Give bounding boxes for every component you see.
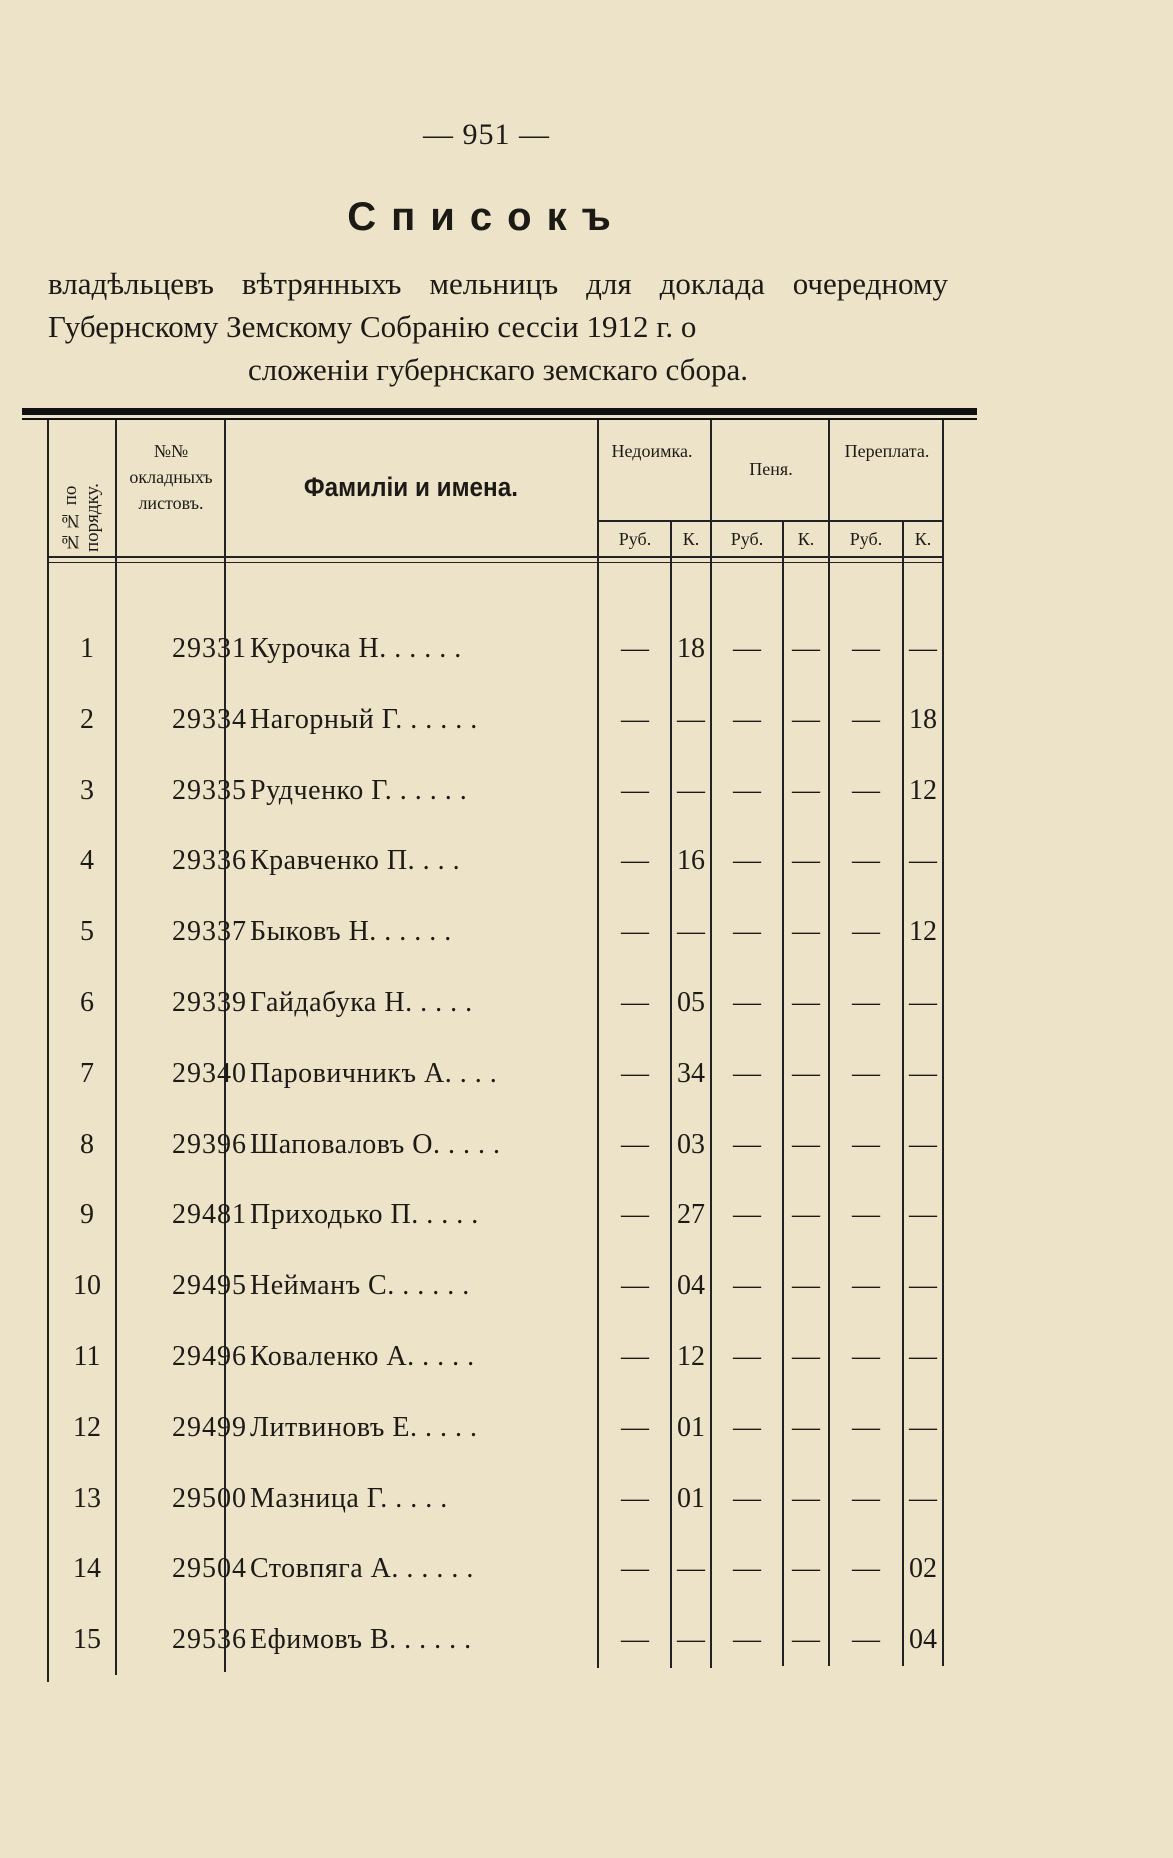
- cell-arr-r: —: [621, 1482, 649, 1514]
- cell-pen-r: —: [733, 1057, 761, 1089]
- cell-pen-r: —: [733, 1482, 761, 1514]
- cell-arr-k: 01: [677, 1482, 705, 1514]
- cell-n: 3: [80, 774, 94, 806]
- cell-n: 13: [73, 1482, 101, 1514]
- cell-ov-r: —: [852, 1624, 880, 1656]
- cell-arr-k: 27: [677, 1199, 705, 1231]
- cell-ov-r: —: [852, 1411, 880, 1443]
- table-row: [22, 1129, 977, 1199]
- cell-pen-k: —: [792, 916, 820, 948]
- cell-pen-r: —: [733, 774, 761, 806]
- cell-ov-k: 12: [909, 774, 937, 806]
- cell-n: 7: [80, 1057, 94, 1089]
- cell-n: 5: [80, 916, 94, 948]
- cell-pen-k: —: [792, 845, 820, 877]
- header-overpay-kop: К.: [914, 529, 932, 549]
- cell-n: 4: [80, 845, 94, 877]
- cell-pen-k: —: [792, 1341, 820, 1372]
- cell-ov-r: —: [852, 1199, 880, 1231]
- cell-pen-r: —: [733, 1624, 761, 1656]
- cell-n: 10: [73, 1270, 101, 1302]
- table-top-rule-thin: [22, 418, 977, 420]
- cell-pen-r: —: [733, 1553, 761, 1585]
- cell-sheet: 29496: [172, 1341, 247, 1372]
- cell-pen-r: —: [733, 1341, 761, 1372]
- table-row: [22, 1341, 977, 1411]
- cell-pen-k: —: [792, 1482, 820, 1514]
- header-penalty-kop: К.: [797, 529, 815, 549]
- cell-sheet: 29504: [172, 1553, 247, 1585]
- header-overpay: Переплата.: [844, 441, 930, 461]
- cell-arr-r: —: [621, 1128, 649, 1160]
- cell-name: Гайдабука Н. . . . .: [250, 987, 473, 1018]
- header-penalty-rub: Руб.: [730, 529, 764, 549]
- table-row: [22, 704, 977, 774]
- table-row: [22, 845, 977, 915]
- cell-arr-r: —: [621, 1411, 649, 1443]
- cell-name: Шаповаловъ О. . . . .: [250, 1128, 501, 1160]
- cell-ov-k: —: [909, 987, 937, 1018]
- subheader-line: [597, 520, 942, 522]
- cell-pen-k: —: [792, 633, 820, 664]
- header-arrears: Недоимка.: [611, 441, 693, 461]
- cell-sheet: 29396: [172, 1128, 247, 1160]
- cell-sheet: 29481: [172, 1199, 247, 1231]
- cell-sheet: 29495: [172, 1270, 247, 1302]
- cell-ov-r: —: [852, 703, 880, 735]
- cell-arr-r: —: [621, 1270, 649, 1302]
- cell-pen-r: —: [733, 987, 761, 1018]
- cell-sheet: 29340: [172, 1057, 247, 1089]
- table-row: [22, 1624, 977, 1694]
- cell-sheet: 29500: [172, 1482, 247, 1514]
- header-name: Фамиліи и имена.: [303, 472, 519, 502]
- cell-ov-r: —: [852, 1057, 880, 1089]
- cell-ov-k: —: [909, 1270, 937, 1302]
- cell-pen-k: —: [792, 987, 820, 1018]
- cell-arr-k: 12: [677, 1341, 705, 1372]
- cell-name: Мазница Г. . . . .: [250, 1482, 448, 1514]
- cell-arr-r: —: [621, 774, 649, 806]
- cell-ov-k: 12: [909, 916, 937, 948]
- cell-pen-k: —: [792, 1553, 820, 1585]
- page-number: — 951 —: [423, 118, 550, 151]
- cell-ov-r: —: [852, 1482, 880, 1514]
- subtitle-last-line: сложеніи губернскаго земскаго сбора.: [248, 352, 748, 387]
- cell-ov-k: —: [909, 1411, 937, 1443]
- cell-pen-k: —: [792, 1411, 820, 1443]
- cell-ov-k: —: [909, 845, 937, 877]
- cell-ov-r: —: [852, 1128, 880, 1160]
- cell-n: 2: [80, 703, 94, 735]
- header-sheets: №№ окладныхъ листовъ.: [129, 441, 213, 513]
- cell-name: Ефимовъ В. . . . . .: [250, 1624, 472, 1656]
- cell-name: Нейманъ С. . . . . .: [250, 1270, 470, 1302]
- cell-pen-k: —: [792, 1057, 820, 1089]
- table-row: [22, 1553, 977, 1623]
- table-row: [22, 633, 977, 703]
- header-penalty: Пеня.: [749, 459, 793, 479]
- cell-pen-k: —: [792, 1128, 820, 1160]
- cell-pen-r: —: [733, 633, 761, 664]
- cell-sheet: 29335: [172, 774, 247, 806]
- cell-arr-r: —: [621, 1341, 649, 1372]
- cell-arr-k: —: [677, 1553, 705, 1585]
- cell-arr-k: 01: [677, 1411, 705, 1443]
- cell-arr-k: 16: [677, 845, 705, 877]
- cell-arr-k: 18: [677, 633, 705, 664]
- cell-arr-k: —: [677, 703, 705, 735]
- cell-arr-r: —: [621, 1199, 649, 1231]
- table-row: [22, 1058, 977, 1128]
- cell-ov-k: —: [909, 1057, 937, 1089]
- owners-table: [22, 408, 977, 1698]
- cell-arr-r: —: [621, 1624, 649, 1656]
- table-row: [22, 1199, 977, 1269]
- cell-arr-k: —: [677, 916, 705, 948]
- cell-n: 9: [80, 1199, 94, 1231]
- document-subtitle: [48, 262, 948, 391]
- cell-arr-r: —: [621, 987, 649, 1018]
- subtitle-text: владѣльцевъ вѣтрянныхъ мельницъ для доклада очередному Губернскому Земскому Собранію сессіи 1912 г. о: [48, 266, 948, 344]
- cell-ov-k: —: [909, 633, 937, 664]
- table-row: [22, 1270, 977, 1340]
- cell-n: 11: [73, 1341, 101, 1372]
- header-arrears-rub: Руб.: [618, 529, 652, 549]
- cell-arr-r: —: [621, 1057, 649, 1089]
- cell-ov-r: —: [852, 633, 880, 664]
- cell-sheet: 29337: [172, 916, 247, 948]
- cell-name: Приходько П. . . . .: [250, 1199, 479, 1231]
- cell-arr-r: —: [621, 845, 649, 877]
- cell-n: 15: [73, 1624, 101, 1656]
- cell-ov-k: —: [909, 1128, 937, 1160]
- cell-ov-k: 02: [909, 1553, 937, 1585]
- cell-name: Коваленко А. . . . .: [250, 1341, 475, 1372]
- table-row: [22, 1412, 977, 1482]
- cell-arr-r: —: [621, 916, 649, 948]
- cell-pen-k: —: [792, 1270, 820, 1302]
- cell-arr-k: —: [677, 774, 705, 806]
- cell-name: Быковъ Н. . . . . .: [250, 916, 452, 948]
- cell-sheet: 29336: [172, 845, 247, 877]
- cell-pen-r: —: [733, 1128, 761, 1160]
- cell-arr-r: —: [621, 633, 649, 664]
- cell-pen-k: —: [792, 1624, 820, 1656]
- cell-ov-r: —: [852, 916, 880, 948]
- cell-ov-r: —: [852, 1341, 880, 1372]
- cell-arr-r: —: [621, 703, 649, 735]
- cell-pen-k: —: [792, 774, 820, 806]
- cell-ov-r: —: [852, 1553, 880, 1585]
- cell-ov-r: —: [852, 774, 880, 806]
- document-title: Списокъ: [347, 195, 626, 239]
- cell-sheet: 29331: [172, 633, 247, 664]
- cell-n: 1: [80, 633, 94, 664]
- cell-n: 8: [80, 1128, 94, 1160]
- cell-n: 14: [73, 1553, 101, 1585]
- header-arrears-kop: К.: [682, 529, 700, 549]
- cell-arr-k: 34: [677, 1057, 705, 1089]
- cell-arr-k: 05: [677, 987, 705, 1018]
- cell-sheet: 29339: [172, 987, 247, 1018]
- table-row: [22, 775, 977, 845]
- cell-pen-r: —: [733, 1411, 761, 1443]
- cell-ov-r: —: [852, 845, 880, 877]
- cell-pen-k: —: [792, 703, 820, 735]
- cell-name: Литвиновъ Е. . . . .: [250, 1411, 478, 1443]
- cell-name: Рудченко Г. . . . . .: [250, 774, 468, 806]
- cell-ov-k: —: [909, 1482, 937, 1514]
- table-row: [22, 916, 977, 986]
- cell-pen-r: —: [733, 1270, 761, 1302]
- cell-arr-r: —: [621, 1553, 649, 1585]
- cell-arr-k: 03: [677, 1128, 705, 1160]
- cell-name: Кравченко П. . . .: [250, 845, 461, 877]
- cell-pen-k: —: [792, 1199, 820, 1231]
- cell-sheet: 29536: [172, 1624, 247, 1656]
- cell-ov-k: 18: [909, 703, 937, 735]
- header-overpay-rub: Руб.: [849, 529, 883, 549]
- cell-sheet: 29499: [172, 1411, 247, 1443]
- cell-ov-r: —: [852, 1270, 880, 1302]
- cell-n: 6: [80, 987, 94, 1018]
- table-row: [22, 1483, 977, 1553]
- cell-ov-r: —: [852, 987, 880, 1018]
- header-bottom-line: [47, 556, 942, 558]
- cell-name: Паровичникъ А. . . .: [250, 1057, 498, 1089]
- cell-ov-k: —: [909, 1341, 937, 1372]
- table-top-rule: [22, 408, 977, 415]
- cell-sheet: 29334: [172, 703, 247, 735]
- table-row: [22, 987, 977, 1057]
- cell-pen-r: —: [733, 916, 761, 948]
- cell-name: Нагорный Г. . . . . .: [250, 703, 478, 735]
- header-order: №№ по порядку.: [60, 483, 103, 552]
- cell-arr-k: 04: [677, 1270, 705, 1302]
- cell-ov-k: —: [909, 1199, 937, 1231]
- header-bottom-line-thin: [47, 562, 942, 563]
- cell-name: Стовпяга А. . . . . .: [250, 1553, 474, 1585]
- cell-pen-r: —: [733, 1199, 761, 1231]
- cell-arr-k: —: [677, 1624, 705, 1656]
- cell-ov-k: 04: [909, 1624, 937, 1656]
- cell-pen-r: —: [733, 703, 761, 735]
- cell-pen-r: —: [733, 845, 761, 877]
- cell-name: Курочка Н. . . . . .: [250, 633, 462, 664]
- cell-n: 12: [73, 1411, 101, 1443]
